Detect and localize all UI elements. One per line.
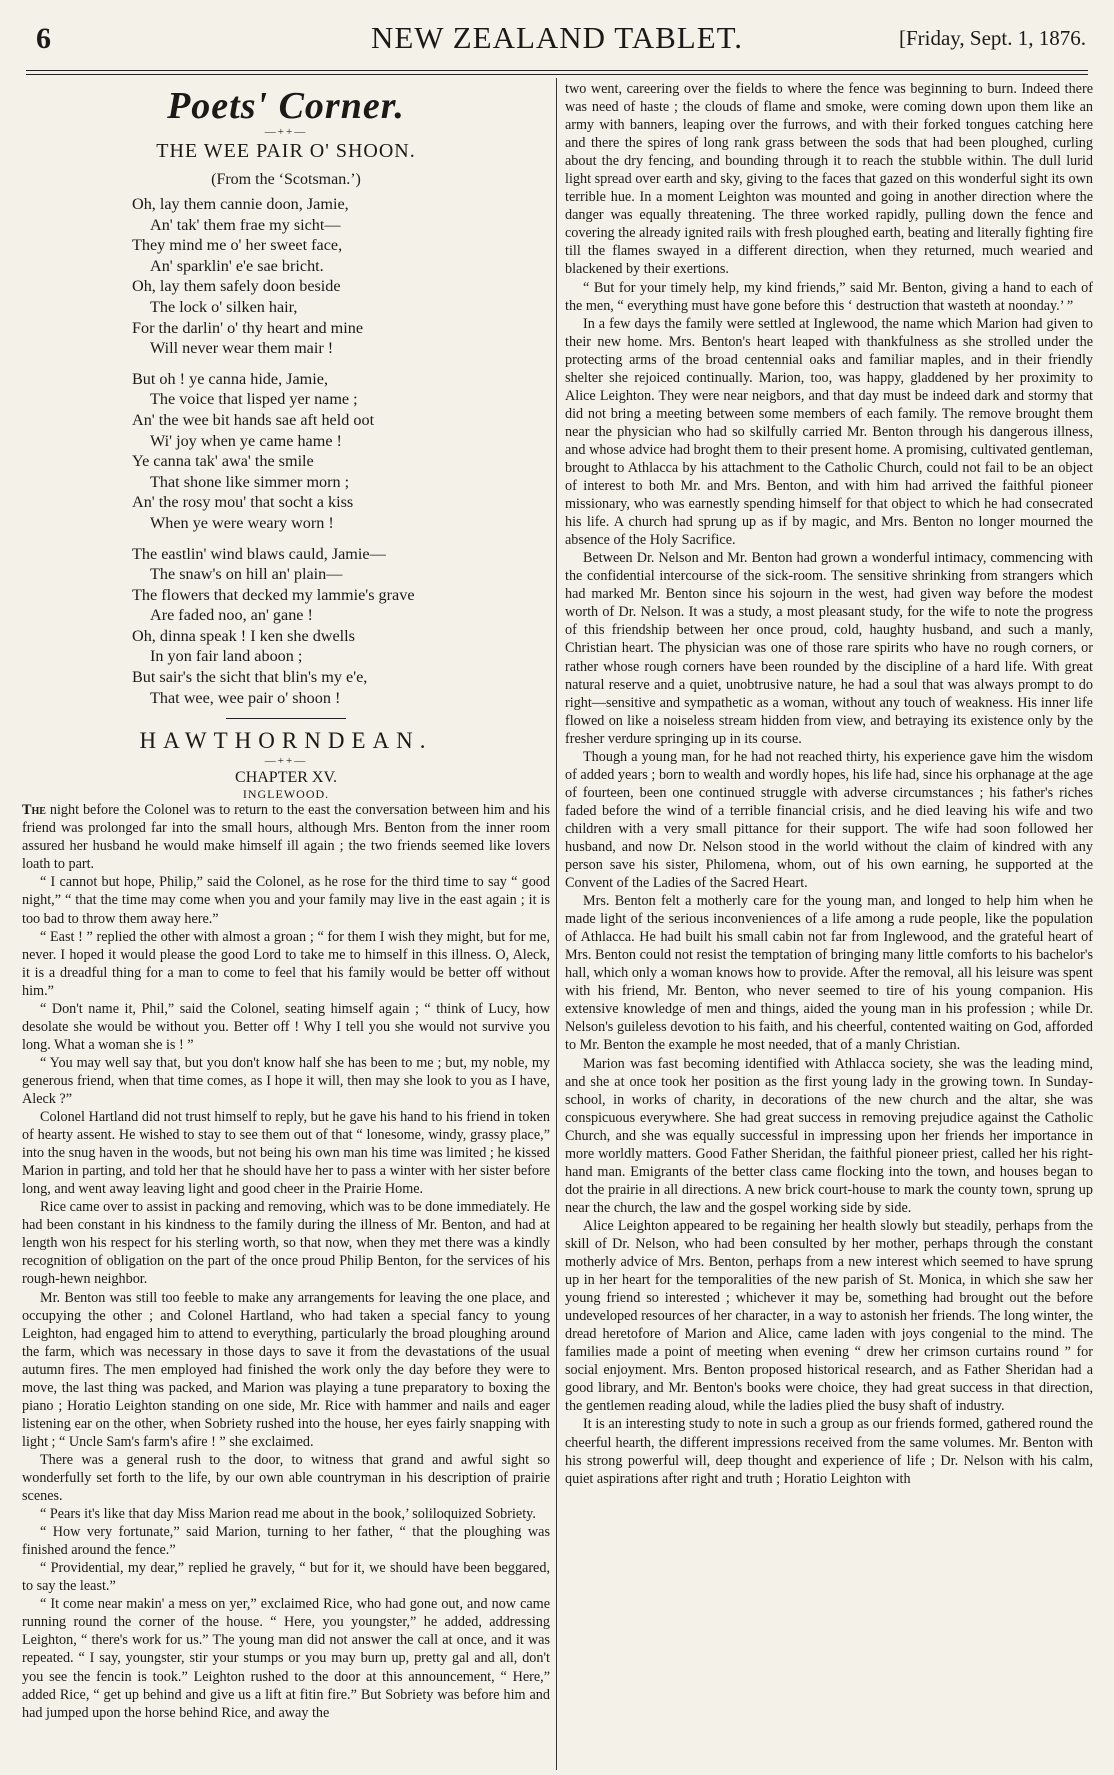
poem-line: That shone like simmer morn ;	[150, 472, 350, 491]
poem-stanza	[132, 544, 550, 709]
poem-source: (From the ‘Scotsman.’)	[211, 171, 361, 188]
right-column	[565, 80, 1093, 1770]
poem-line: For the darlin' o' thy heart and mine	[132, 318, 364, 337]
story-paragraph: “ But for your timely help, my kind friends,” said Mr. Benton, giving a hand to each of the men, “ everything must have gone before this ‘ destruction that wasteth at noonday.’ ”	[565, 279, 1093, 314]
poem-line: But oh ! ye canna hide, Jamie,	[132, 369, 328, 388]
poem-line: When ye were weary worn !	[150, 513, 334, 532]
poem-stanza	[132, 369, 550, 534]
poem-line: An' the wee bit hands sae aft held oot	[132, 410, 375, 429]
poem-line: Oh, lay them safely doon beside	[132, 277, 341, 296]
story-paragraph: Mr. Benton was still too feeble to make any arrangements for leaving the one place, and occupying the other ; and Colonel Hartland, who had taken a special fancy to young Leighton, had engaged him to attend to everything, particularly the broad ploughing around the farm, which was necessary in those days to save it from the devastations of the usual autumn fires. The men employed had finished the work only the day before they were to move, the last thing was packed, and Marion was playing a tune preparatory to boxing the piano ; Horatio Leighton standing on one side, Mr. Rice with hammer and nails and eager listening ear on the other, when Sobriety rushed into the house, her eyes fairly snapping with light ; “ Uncle Sam's farm's afire ! ” she exclaimed.	[22, 1289, 550, 1450]
poem-line: Will never wear them mair !	[150, 339, 334, 358]
right-story-text	[565, 80, 1093, 1488]
opening-paragraph	[22, 801, 550, 873]
poem-line: The snaw's on hill an' plain—	[150, 565, 343, 584]
poem-line: But sair's the sicht that blin's my e'e,	[132, 668, 368, 687]
opening-word: The	[22, 802, 46, 819]
story-paragraph: There was a general rush to the door, to witness that grand and awful sight so wonderfully set forth to the life, by our own able countryman in his description of prairie scenes.	[22, 1451, 550, 1505]
story-title: HAWTHORNDEAN.	[139, 728, 433, 754]
story-paragraph: Though a young man, for he had not reached thirty, his experience gave him the wisdom of added years ; born to wealth and wordly hopes, his life had, since his orphanage at the age of fourteen, been one continued struggle with adverse circumstances ; his father's riches faded before the wind of a terrible financial crisis, and he died leaving his wife and two children with a very small pittance for their support. The wife had soon followed her husband, and now Dr. Nelson stood in the world without the claim of kindred with any person save his sister, Philomena, whom, out of his own earning, he supported at the Convent of the Ladies of the Sacred Heart.	[565, 748, 1093, 892]
chapter-subtitle: INGLEWOOD.	[242, 787, 330, 802]
poem-line: They mind me o' her sweet face,	[132, 236, 343, 255]
story-paragraph: “ I cannot but hope, Philip,” said the Colonel, as he rose for the third time to say “ good night,” “ that the time may come when you and your family may live in the east again ; it is too bad to throw them away here.”	[22, 874, 550, 927]
poem-line: The eastlin' wind blaws cauld, Jamie—	[132, 544, 386, 563]
ornament: —++—	[264, 755, 308, 768]
poem-line: The flowers that decked my lammie's grave	[132, 585, 415, 604]
poem-line: The voice that lisped yer name ;	[150, 390, 358, 409]
story-paragraph: “ You may well say that, but you don't know half she has been to me ; but, my noble, my generous friend, when that time comes, as I hope it will, then may she look to you as I have, Aleck ?”	[22, 1054, 550, 1107]
story-paragraph: two went, careering over the fields to where the fence was beginning to burn. Indeed there was need of haste ; the clouds of flame and smoke, were coming down upon them like an army with banners, leaping over the furrows, and with their forked tongues catching here and there the spires of long rank grass between the sods that had been ploughed, curling about the dry fencing, and bounding through it to reach the stubble within. The dull lurid light spread over earth and sky, giving to the faces that gazed on this wonderful sight its own terrible hue. In a moment Leighton was mounted and going in another direction where the danger was equally threatening. The three worked rapidly, pulling down the fence and covering the already ignited rails with fresh ploughed earth, beating and literally fighting fire till the flames swayed in a different direction, when they returned, much wearied and blackened by their exertions.	[565, 81, 1093, 278]
poem-line: That wee, wee pair o' shoon !	[150, 688, 341, 707]
poem-body	[22, 194, 550, 708]
story-paragraph: Alice Leighton appeared to be regaining her health slowly but steadily, perhaps from the skill of Dr. Nelson, who had been consulted by her mother, perhaps through the constant motherly advice of Mrs. Benton, perhaps from a new interest which seemed to have sprung up in her heart for the temporalities of the new parish of St. Monica, in which she saw her young friend so interested ; whichever it may be, something had brought out the before undeveloped resources of her character, in a way to astonish her friends. The long winter, the dread heretofore of Marion and Alice, came laden with joys congenial to the mind. The families made a point of meeting when evening “ drew her crimson curtains round ” for social enjoyment. Mrs. Benton proposed historical research, and as Father Sheridan had a good library, and Mr. Benton's books were choice, they had great success in that direction, the gentlemen reading aloud, while the ladies plied the busy shaft of industry.	[565, 1217, 1093, 1415]
header-rule-2	[26, 74, 1088, 75]
story-paragraph: Rice came over to assist in packing and removing, which was to be done immediately. He had been constant in his kindness to the family during the illness of Mr. Benton, and had at length won his respect for his sterling worth, so that now, when they met there was a kindly recognition of obligation on the part of the once proud Philip Benton, for the services of his rough-hewn neighbor.	[22, 1199, 550, 1288]
story-paragraph: Colonel Hartland did not trust himself to reply, but he gave his hand to his friend in token of hearty assent. He wished to stay to see them out of that “ lonesome, windy, grassy place,” into the snug haven in the woods, but not being his own man his time was limited ; he kissed Marion in parting, and told her that he should have her to pass a winter with her sister before long, and went away leaving light and good cheer in the Prairie Home.	[22, 1109, 550, 1198]
poem-title: THE WEE PAIR O' SHOON.	[156, 140, 416, 162]
poem-line: The lock o' silken hair,	[150, 297, 298, 316]
story-paragraph: In a few days the family were settled at Inglewood, the name which Marion had given to their new home. Mrs. Benton's heart leaped with thankfulness as she strolled under the protecting arms of the broad centennial oaks and familiar maples, and in their friendly shelter she rejoiced continually. Marion, too, was happy, gladdened by her proximity to Alice Leighton. They were near neigbors, and that day must be indeed dark and stormy that did not bring a meeting between some members of each family. The remove brought them near the physician who had so skilfully carried Mr. Benton through his dangerous illness, and whose advice had broght them to their present home. A promising, cultivated gentleman, brought to Athlacca by his attachment to the Catholic Church, could not fail to be an object of interest to both Mr. and Mrs. Benton, and with him had arrived the faithful pioneer missionary, who was earnestly spending himself for that object to which he had consecrated his life. A church had sprung up as if by magic, and Mrs. Benton no longer mourned the absence of the Holy Sacrifice.	[565, 315, 1093, 549]
chapter-heading: CHAPTER XV.	[235, 769, 337, 787]
poem-line: An' sparklin' e'e sae bricht.	[150, 256, 324, 275]
story-paragraph: Between Dr. Nelson and Mr. Benton had grown a wonderful intimacy, commencing with the confidential intercourse of the sick-room. The sensitive shrinking from strangers which had marked Mr. Benton since his sojourn in the west, had given way before the modest worth of Dr. Nelson. It was a study, a most pleasant study, for the wife to note the progress of this friendship between her once proud, cold, haughty husband, and such a manly, Christian heart. The physician was one of those rare spirits who have no rough corners, or rather whose rough corners have been rounded by the discipline of a hard life. With great natural reserve and a quiet, unobtrusive nature, he had a soul that was always prompt to do right—sensitive and sympathetic as a woman, without any touch of weakness. His inner life flowed on like a noiseless stream hidden from view, and betraying its existence only by the fresher verdure springing up in its course.	[565, 550, 1093, 747]
issue-date: [Friday, Sept. 1, 1876.	[898, 26, 1086, 50]
poem-line: An' the rosy mou' that socht a kiss	[132, 493, 354, 512]
poem-line: Wi' joy when ye came hame !	[150, 431, 342, 450]
left-story-text	[22, 873, 550, 1721]
story-paragraph: It is an interesting study to note in such a group as our friends formed, gathered round the cheerful hearth, the different impressions received from the same volumes. Mr. Benton with his strong powerful will, deep thought and experience of life ; Dr. Nelson with his calm, quiet aspirations after right and truth ; Horatio Leighton with	[565, 1416, 1093, 1487]
story-paragraph: “ Pears it's like that day Miss Marion read me about in the book,’ soliloquized Sobriety.	[40, 1506, 536, 1523]
left-column	[22, 80, 550, 1770]
poem-line: Are faded noo, an' gane !	[150, 606, 313, 625]
story-paragraph: “ Don't name it, Phil,” said the Colonel, seating himself again ; “ think of Lucy, how desolate she would be without you. Better off ! Why I tell you she would not survive you long. What a woman she is ! ”	[22, 1000, 550, 1053]
header-rule	[26, 70, 1088, 71]
opening-text: night before the Colonel was to return to the east the conversation between him and his friend was prolonged far into the small hours, although Mrs. Benton from the inner room assured her husband he would make himself ill again ; the two friends seemed like lovers loath to part.	[22, 802, 550, 873]
story-paragraph: Mrs. Benton felt a motherly care for the young man, and longed to help him when he made light of the serious inconveniences of a life among a rude people, like the population of Athlacca. He had built his small cabin not far from Inglewood, and the grateful heart of Mrs. Benton could not resist the temptation of bringing many little comforts to his bachelor's hall, which only a woman knows how to provide. After the removal, all his leisure was spent with his friend, Mr. Benton, who never seemed to tire of his young companion. His extensive knowledge of men and things, aided the young man in his profession ; while Dr. Nelson's guileless devotion to his faith, and his cheerful, contented waiting on God, afforded to Mr. Benton the example he most needed, that of a manly Christian.	[565, 893, 1093, 1054]
poem-line: In yon fair land aboon ;	[150, 647, 303, 666]
section-rule	[226, 718, 346, 719]
poem-line: An' tak' them frae my sicht—	[150, 215, 341, 234]
poem-stanza	[132, 194, 550, 359]
story-paragraph: “ It come near makin' a mess on yer,” exclaimed Rice, who had gone out, and now came running round the corner of the house. “ Here, you youngster,” he added, addressing Leighton, “ there's work for us.” The young man did not answer the call at once, and it was repeated. “ I say, youngster, stir your stumps or you may burn up, pretty gal and all, don't you see the fencin is took.” Leighton rushed to the door at this announcement, “ Here,” added Rice, “ get up behind and give us a lift at fitin fire.” But Sobriety was before him and had jumped upon the horse behind Rice, and away the	[22, 1596, 550, 1721]
section-title: Poets' Corner.	[167, 85, 405, 127]
ornament: —++—	[264, 126, 308, 138]
story-paragraph: Marion was fast becoming identified with Athlacca society, she was the leading mind, and she at once took her position as the first young lady in the growing town. In Sunday-school, in works of charity, in decorations of the new church and the altar, she was conspicuous everywhere. She had great success in removing prejudice against the Catholic Church, and she was equally successful in impressing upon her friends her importance in more worldly matters. Good Father Sheridan, the faithful pioneer priest, called her his right-hand man. Emigrants of the better class came flocking into the town, and houses began to dot the prairie in all directions. A new brick court-house to mark the county town, sprung up near the church, the law and the gospel working side by side.	[565, 1055, 1093, 1216]
story-paragraph: “ Providential, my dear,” replied he gravely, “ but for it, we should have been beggared, to say the least.”	[22, 1560, 550, 1595]
column-divider	[556, 78, 557, 1770]
newspaper-title: NEW ZEALAND TABLET.	[370, 20, 744, 55]
poem-line: Oh, dinna speak ! I ken she dwells	[132, 626, 355, 645]
poem-line: Oh, lay them cannie doon, Jamie,	[132, 195, 349, 213]
story-paragraph: “ East ! ” replied the other with almost a groan ; “ for them I wish they might, but for me, never. I hoped it would please the good Lord to take me to himself in this illness. O, Aleck, it is a dreadful thing for a man to come to feel that his family would be better off without him.”	[22, 928, 550, 999]
poem-line: Ye canna tak' awa' the smile	[132, 452, 314, 471]
page-header	[26, 14, 1088, 70]
page-number: 6	[36, 22, 51, 55]
story-paragraph: “ How very fortunate,” said Marion, turning to her father, “ that the ploughing was finished around the fence.”	[22, 1524, 550, 1559]
